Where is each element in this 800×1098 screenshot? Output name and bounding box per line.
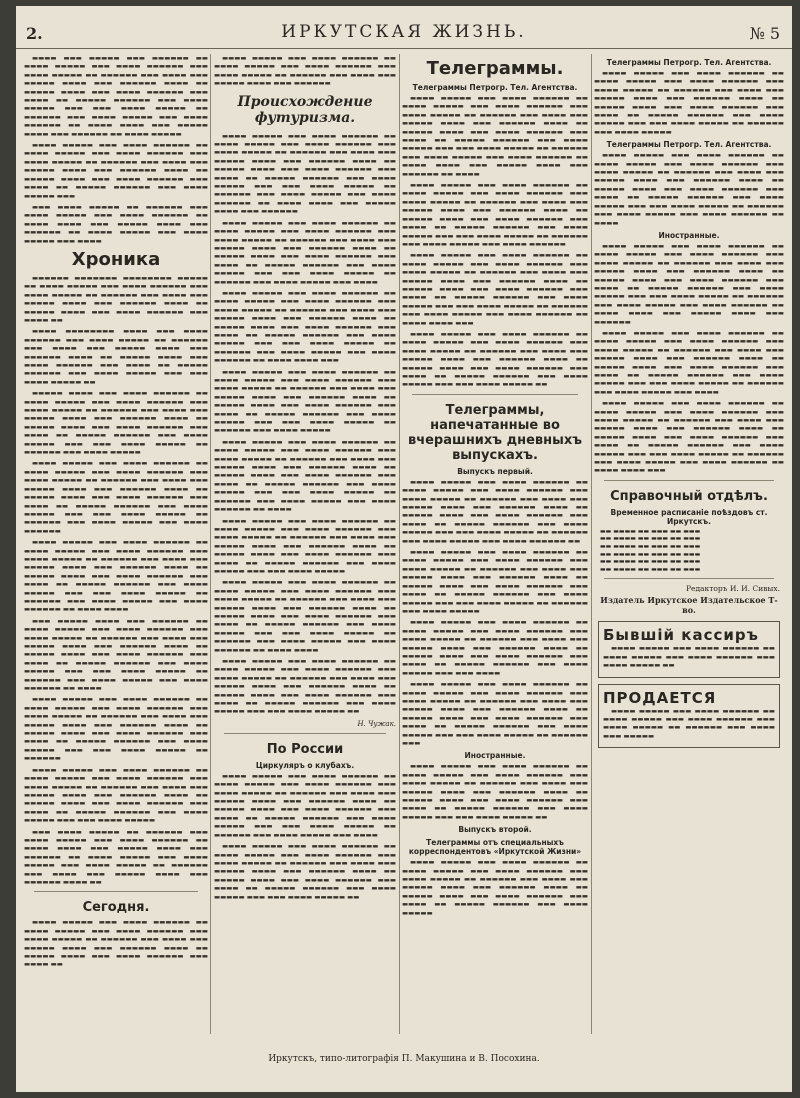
- text-block: ▬▬▬▬ ▬▬▬▬▬ ▬▬▬ ▬▬▬▬ ▬▬▬▬▬▬ ▬▬ ▬▬▬▬ ▬▬▬▬▬ ▬▬▬ ▬▬▬▬ ▬▬▬▬▬▬ ▬▬▬ ▬▬▬▬ ▬▬▬▬▬ ▬▬ ▬▬▬▬▬▬ ▬▬▬ ▬▬▬▬ ▬▬▬ ▬▬▬▬▬ ▬▬▬▬ ▬▬▬ ▬▬▬▬▬▬ ▬▬▬▬ ▬▬ ▬▬▬▬▬ ▬▬▬▬ ▬▬▬ ▬▬▬▬ ▬▬▬▬▬▬ ▬▬▬ ▬▬▬▬ ▬▬ ▬▬▬▬▬ ▬▬▬▬▬▬ ▬▬▬ ▬▬▬▬ ▬▬▬▬▬ ▬▬▬ ▬▬▬ ▬▬▬▬ ▬▬▬▬▬ ▬▬: [402, 329, 588, 389]
- article-author: Н. Чужак.: [357, 719, 396, 728]
- printer-imprint: Иркутскъ, типо-литографія П. Макушина и В. Посохина.: [268, 1054, 540, 1064]
- section-heading-night-telegrams: Телеграммы, напечатанные во вчерашнихъ дневныхъ выпускахъ.: [407, 402, 583, 463]
- article-body: [24, 54, 208, 245]
- chronicle-body: [24, 274, 208, 886]
- text-block: ▬▬▬▬ ▬▬▬▬▬ ▬▬▬ ▬▬▬▬ ▬▬▬▬▬▬ ▬▬ ▬▬▬▬ ▬▬▬▬▬ ▬▬▬ ▬▬▬▬ ▬▬▬▬▬▬ ▬▬▬ ▬▬▬▬ ▬▬▬▬▬ ▬▬ ▬▬▬▬▬▬ ▬▬▬ ▬▬▬▬ ▬▬▬ ▬▬▬▬▬ ▬▬▬▬ ▬▬▬ ▬▬▬▬▬▬ ▬▬▬▬ ▬▬ ▬▬▬▬▬ ▬▬▬▬ ▬▬▬ ▬▬▬▬ ▬▬▬▬▬▬ ▬▬▬ ▬▬▬▬ ▬▬ ▬▬▬▬▬ ▬▬▬▬▬▬ ▬▬▬ ▬▬▬▬ ▬▬▬▬▬ ▬▬▬ ▬▬▬ ▬▬▬▬ ▬▬▬▬▬ ▬▬ ▬▬▬▬▬▬ ▬▬▬: [402, 680, 588, 747]
- text-block: ▬▬▬▬ ▬▬▬▬▬ ▬▬▬ ▬▬▬▬ ▬▬▬▬▬▬ ▬▬ ▬▬▬▬ ▬▬▬▬▬ ▬▬▬ ▬▬▬▬ ▬▬▬▬▬▬ ▬▬▬ ▬▬▬▬ ▬▬▬▬▬ ▬▬ ▬▬▬▬▬▬ ▬▬▬ ▬▬▬▬ ▬▬▬ ▬▬▬▬▬ ▬▬▬▬ ▬▬▬ ▬▬▬▬▬▬ ▬▬▬▬ ▬▬ ▬▬▬▬▬ ▬▬▬▬ ▬▬▬ ▬▬▬▬ ▬▬▬▬▬▬ ▬▬▬ ▬▬▬▬ ▬▬ ▬▬▬▬▬ ▬▬▬▬▬▬ ▬▬▬ ▬▬▬▬ ▬▬▬▬▬ ▬▬▬ ▬▬▬ ▬▬▬▬ ▬▬▬▬▬ ▬▬ ▬▬▬▬▬▬ ▬▬▬ ▬▬▬▬ ▬▬▬▬▬: [214, 367, 396, 435]
- subheading-agency: Телеграммы Петрогр. Тел. Агентства.: [412, 83, 578, 92]
- text-block: ▬▬▬▬ ▬▬▬▬▬ ▬▬▬ ▬▬▬▬ ▬▬▬▬▬▬ ▬▬ ▬▬▬▬ ▬▬▬▬▬ ▬▬▬ ▬▬▬▬ ▬▬▬▬▬▬ ▬▬▬ ▬▬▬▬ ▬▬▬▬▬ ▬▬ ▬▬▬▬▬▬ ▬▬▬ ▬▬▬▬ ▬▬▬ ▬▬▬▬▬ ▬▬▬▬ ▬▬▬ ▬▬▬▬▬▬ ▬▬▬▬ ▬▬ ▬▬▬▬▬ ▬▬▬▬ ▬▬▬ ▬▬▬▬ ▬▬▬▬▬▬ ▬▬▬ ▬▬▬▬ ▬▬ ▬▬▬▬▬ ▬▬▬▬▬▬ ▬▬▬ ▬▬▬▬ ▬▬▬▬▬ ▬▬▬ ▬▬▬ ▬▬▬▬: [402, 618, 588, 677]
- text-block: ▬▬▬▬ ▬▬▬▬▬▬▬▬ ▬▬▬▬ ▬▬▬ ▬▬▬▬ ▬▬▬▬▬▬ ▬▬▬ ▬▬▬▬ ▬▬▬▬▬ ▬▬ ▬▬▬▬▬▬ ▬▬▬ ▬▬▬▬ ▬▬▬ ▬▬▬▬▬ ▬▬▬▬ ▬▬▬ ▬▬▬▬▬▬ ▬▬▬▬ ▬▬ ▬▬▬▬▬ ▬▬▬▬ ▬▬▬ ▬▬▬▬ ▬▬▬▬▬▬ ▬▬▬ ▬▬▬▬ ▬▬ ▬▬▬▬▬ ▬▬▬▬▬▬ ▬▬▬ ▬▬▬▬ ▬▬▬▬▬ ▬▬▬ ▬▬▬ ▬▬▬▬ ▬▬▬▬▬ ▬▬: [24, 327, 208, 386]
- divider: [604, 578, 774, 579]
- timetable-row: ▬▬ ▬▬▬▬ ▬▬ ▬▬▬ ▬▬ ▬▬▬: [600, 565, 701, 573]
- divider: [604, 480, 774, 481]
- text-block: ▬▬▬▬ ▬▬▬▬▬ ▬▬▬ ▬▬▬▬ ▬▬▬▬▬▬ ▬▬ ▬▬▬▬ ▬▬▬▬▬ ▬▬▬ ▬▬▬▬ ▬▬▬▬▬▬ ▬▬▬ ▬▬▬▬ ▬▬▬▬▬ ▬▬ ▬▬▬▬▬▬ ▬▬▬ ▬▬▬▬ ▬▬▬ ▬▬▬▬▬ ▬▬▬▬ ▬▬▬ ▬▬▬▬▬▬ ▬▬▬▬ ▬▬ ▬▬▬▬▬ ▬▬▬▬ ▬▬▬ ▬▬▬▬ ▬▬▬▬▬▬ ▬▬▬ ▬▬▬▬ ▬▬ ▬▬▬▬▬ ▬▬▬▬▬▬ ▬▬▬ ▬▬▬▬ ▬▬▬▬▬ ▬▬▬ ▬▬▬ ▬▬▬▬ ▬▬▬▬▬: [214, 516, 396, 575]
- subheading-foreign: Иностранные.: [658, 230, 720, 240]
- subheading-agency-mid: Телеграммы Петрогр. Тел. Агентства.: [606, 140, 772, 150]
- divider: [34, 891, 198, 892]
- subheading-release-first: Выпускъ первый.: [457, 466, 533, 476]
- text-block: ▬▬▬▬ ▬▬▬▬▬ ▬▬▬ ▬▬▬▬ ▬▬▬▬▬▬ ▬▬ ▬▬▬▬ ▬▬▬▬▬ ▬▬▬ ▬▬▬▬ ▬▬▬▬▬▬ ▬▬▬ ▬▬▬▬ ▬▬▬▬▬ ▬▬ ▬▬▬▬▬▬ ▬▬▬ ▬▬▬▬ ▬▬▬ ▬▬▬▬▬ ▬▬▬▬ ▬▬▬ ▬▬▬▬▬▬ ▬▬▬▬ ▬▬ ▬▬▬▬▬ ▬▬▬▬ ▬▬▬ ▬▬▬▬ ▬▬▬▬▬▬ ▬▬▬ ▬▬▬▬ ▬▬ ▬▬▬▬▬ ▬▬▬▬▬▬ ▬▬▬ ▬▬▬▬ ▬▬▬▬▬ ▬▬▬ ▬▬▬ ▬▬▬▬ ▬▬▬▬▬ ▬▬ ▬▬▬▬▬▬ ▬▬▬ ▬▬▬▬ ▬▬▬▬▬ ▬▬▬ ▬▬▬▬ ▬▬▬▬▬▬ ▬▬ ▬▬▬▬: [594, 151, 784, 227]
- text-block: ▬▬▬▬ ▬▬▬▬▬ ▬▬▬ ▬▬▬▬ ▬▬▬▬▬▬ ▬▬ ▬▬▬▬ ▬▬▬▬▬ ▬▬▬ ▬▬▬▬ ▬▬▬▬▬▬ ▬▬▬ ▬▬▬▬ ▬▬▬▬▬ ▬▬ ▬▬▬▬▬▬ ▬▬▬ ▬▬▬▬ ▬▬▬ ▬▬▬▬▬ ▬▬▬▬ ▬▬▬ ▬▬▬▬▬▬ ▬▬▬▬ ▬▬ ▬▬▬▬▬ ▬▬▬▬ ▬▬▬ ▬▬▬▬ ▬▬▬▬▬▬ ▬▬▬ ▬▬▬▬ ▬▬ ▬▬▬▬▬ ▬▬▬▬▬▬ ▬▬▬ ▬▬▬▬ ▬▬▬▬▬ ▬▬▬ ▬▬▬ ▬▬▬▬ ▬▬▬▬▬ ▬▬ ▬▬▬▬▬▬ ▬▬▬ ▬▬▬▬ ▬▬▬▬▬ ▬▬▬ ▬▬▬▬: [214, 771, 396, 839]
- section-heading-russia: По России: [266, 741, 344, 757]
- subheading-special-correspondents: Телеграммы отъ специальныхъ корреспондентовъ «Иркутской Жизни»: [408, 838, 582, 857]
- text-block: ▬▬▬▬ ▬▬▬▬▬ ▬▬▬ ▬▬▬▬ ▬▬▬▬▬▬ ▬▬ ▬▬▬▬ ▬▬▬▬▬ ▬▬▬ ▬▬▬▬ ▬▬▬▬▬▬ ▬▬▬ ▬▬▬▬ ▬▬▬▬▬ ▬▬ ▬▬▬▬▬▬ ▬▬▬ ▬▬▬▬ ▬▬▬ ▬▬▬▬▬ ▬▬▬▬ ▬▬▬ ▬▬▬▬▬▬ ▬▬▬▬ ▬▬ ▬▬▬▬▬ ▬▬▬▬ ▬▬▬ ▬▬▬▬ ▬▬▬▬▬▬ ▬▬▬ ▬▬▬▬ ▬▬: [24, 918, 208, 969]
- column-3: [402, 54, 588, 1034]
- newspaper-page: [16, 6, 792, 1092]
- text-block: ▬▬▬▬ ▬▬▬▬▬ ▬▬▬ ▬▬▬▬ ▬▬▬▬▬▬ ▬▬ ▬▬▬▬ ▬▬▬▬▬ ▬▬▬ ▬▬▬▬ ▬▬▬▬▬▬ ▬▬▬ ▬▬▬▬ ▬▬▬▬▬ ▬▬ ▬▬▬▬▬▬ ▬▬▬ ▬▬▬▬ ▬▬▬ ▬▬▬▬▬ ▬▬▬▬ ▬▬▬ ▬▬▬▬▬▬ ▬▬▬▬ ▬▬ ▬▬▬▬▬ ▬▬▬▬ ▬▬▬ ▬▬▬▬ ▬▬▬▬▬▬ ▬▬▬ ▬▬▬▬ ▬▬ ▬▬▬▬▬ ▬▬▬▬▬▬ ▬▬▬ ▬▬▬▬ ▬▬▬▬▬ ▬▬▬ ▬▬▬ ▬▬▬▬ ▬▬▬▬▬ ▬▬ ▬▬▬▬▬▬ ▬▬▬ ▬▬▬▬ ▬▬▬▬▬ ▬▬▬ ▬▬▬▬ ▬▬▬▬▬▬: [24, 459, 208, 535]
- page-number-left: 2.: [26, 24, 43, 43]
- column-4: [594, 54, 784, 1034]
- ad-title-cashier: Бывшій кассиръ: [603, 626, 759, 645]
- text-block: ▬▬▬▬ ▬▬▬ ▬▬▬▬▬ ▬▬▬ ▬▬▬▬▬▬ ▬▬ ▬▬▬▬ ▬▬▬▬▬ ▬▬▬ ▬▬▬▬ ▬▬▬▬▬▬ ▬▬▬ ▬▬▬▬ ▬▬▬▬▬ ▬▬ ▬▬▬▬▬▬ ▬▬▬ ▬▬▬▬ ▬▬▬ ▬▬▬▬▬ ▬▬▬▬ ▬▬▬ ▬▬▬▬▬▬ ▬▬▬▬ ▬▬ ▬▬▬▬▬ ▬▬▬▬ ▬▬▬ ▬▬▬▬ ▬▬▬▬▬▬ ▬▬▬ ▬▬▬▬ ▬▬ ▬▬▬▬▬ ▬▬▬▬▬▬ ▬▬▬ ▬▬▬▬ ▬▬▬▬▬ ▬▬▬ ▬▬▬ ▬▬▬▬ ▬▬▬▬▬ ▬▬ ▬▬▬▬▬▬ ▬▬▬ ▬▬▬▬ ▬▬▬▬▬ ▬▬▬ ▬▬▬▬ ▬▬▬▬▬▬ ▬▬ ▬▬▬▬ ▬▬▬▬ ▬▬▬ ▬▬▬▬▬ ▬▬▬▬ ▬▬▬ ▬▬▬▬▬▬ ▬▬ ▬▬▬▬ ▬▬▬▬▬: [24, 54, 208, 138]
- text-block: ▬▬▬▬ ▬▬▬▬▬ ▬▬▬ ▬▬▬▬ ▬▬▬▬▬▬ ▬▬ ▬▬▬▬ ▬▬▬▬▬ ▬▬▬ ▬▬▬▬ ▬▬▬▬▬▬ ▬▬▬ ▬▬▬▬ ▬▬▬▬▬ ▬▬ ▬▬▬▬▬▬ ▬▬▬ ▬▬▬▬ ▬▬▬ ▬▬▬▬▬ ▬▬▬▬ ▬▬▬ ▬▬▬▬▬▬ ▬▬▬▬ ▬▬ ▬▬▬▬▬ ▬▬▬▬ ▬▬▬ ▬▬▬▬ ▬▬▬▬▬▬ ▬▬▬ ▬▬▬▬ ▬▬ ▬▬▬▬▬ ▬▬▬▬▬▬ ▬▬▬ ▬▬▬▬ ▬▬▬▬▬ ▬▬▬ ▬▬▬ ▬▬▬▬ ▬▬▬▬▬ ▬▬ ▬▬▬▬▬▬ ▬▬▬ ▬▬▬▬ ▬▬▬▬▬ ▬▬▬ ▬▬▬▬: [594, 328, 784, 396]
- ad-title-for-sale: ПРОДАЕТСЯ: [603, 688, 717, 707]
- text-block: ▬▬▬▬ ▬▬▬▬▬ ▬▬▬ ▬▬▬▬ ▬▬▬▬▬▬ ▬▬ ▬▬▬▬ ▬▬▬▬▬ ▬▬▬ ▬▬▬▬ ▬▬▬▬▬▬ ▬▬▬ ▬▬▬▬ ▬▬▬▬▬ ▬▬ ▬▬▬▬▬▬ ▬▬▬ ▬▬▬▬ ▬▬▬ ▬▬▬▬▬ ▬▬▬▬ ▬▬▬ ▬▬▬▬▬▬ ▬▬▬▬ ▬▬ ▬▬▬▬▬ ▬▬▬▬ ▬▬▬ ▬▬▬▬ ▬▬▬▬▬▬ ▬▬▬ ▬▬▬▬ ▬▬ ▬▬▬▬▬ ▬▬▬▬▬▬ ▬▬▬ ▬▬▬▬ ▬▬▬▬▬ ▬▬▬ ▬▬▬ ▬▬▬▬ ▬▬▬▬▬ ▬▬ ▬▬▬▬▬▬ ▬▬▬ ▬▬▬▬ ▬▬▬▬▬: [594, 69, 784, 136]
- text-block: ▬▬▬▬ ▬▬▬▬▬ ▬▬▬ ▬▬▬▬ ▬▬▬▬▬▬ ▬▬ ▬▬▬▬ ▬▬▬▬▬ ▬▬▬ ▬▬▬▬ ▬▬▬▬▬▬ ▬▬▬ ▬▬▬▬ ▬▬▬▬▬ ▬▬ ▬▬▬▬▬▬ ▬▬▬ ▬▬▬▬ ▬▬▬ ▬▬▬▬▬: [603, 706, 775, 740]
- text-block: ▬▬▬▬ ▬▬▬▬▬ ▬▬▬ ▬▬▬▬ ▬▬▬▬▬▬ ▬▬ ▬▬▬▬ ▬▬▬▬▬ ▬▬▬ ▬▬▬▬ ▬▬▬▬▬▬ ▬▬▬ ▬▬▬▬ ▬▬▬▬▬ ▬▬ ▬▬▬▬▬▬ ▬▬▬ ▬▬▬▬ ▬▬▬ ▬▬▬▬▬ ▬▬▬▬ ▬▬▬ ▬▬▬▬▬▬ ▬▬▬▬ ▬▬ ▬▬▬▬▬ ▬▬▬▬ ▬▬▬ ▬▬▬▬ ▬▬▬▬▬▬ ▬▬▬ ▬▬▬▬ ▬▬ ▬▬▬▬▬ ▬▬▬▬▬▬ ▬▬▬ ▬▬▬▬ ▬▬▬▬▬ ▬▬▬ ▬▬▬ ▬▬▬▬ ▬▬▬▬▬ ▬▬ ▬▬▬▬▬▬ ▬▬▬ ▬▬▬▬ ▬▬▬▬▬ ▬▬▬ ▬▬▬▬ ▬▬▬▬▬▬ ▬▬ ▬▬▬▬ ▬▬▬▬: [214, 578, 396, 654]
- text-block: ▬▬▬▬▬ ▬▬▬▬ ▬▬▬ ▬▬▬▬ ▬▬▬▬▬▬ ▬▬ ▬▬▬▬ ▬▬▬▬▬ ▬▬▬ ▬▬▬▬ ▬▬▬▬▬▬ ▬▬▬ ▬▬▬▬ ▬▬▬▬▬ ▬▬ ▬▬▬▬▬▬ ▬▬▬ ▬▬▬▬ ▬▬▬ ▬▬▬▬▬ ▬▬▬▬ ▬▬▬ ▬▬▬▬▬▬ ▬▬▬▬ ▬▬ ▬▬▬▬▬ ▬▬▬▬ ▬▬▬ ▬▬▬▬ ▬▬▬▬▬▬ ▬▬▬ ▬▬▬▬ ▬▬ ▬▬▬▬▬ ▬▬▬▬▬▬ ▬▬▬ ▬▬▬▬ ▬▬▬▬▬ ▬▬▬ ▬▬▬ ▬▬▬▬ ▬▬▬▬▬ ▬▬ ▬▬▬▬▬▬ ▬▬▬ ▬▬▬▬ ▬▬▬▬▬: [24, 389, 208, 457]
- text-block: ▬▬▬▬ ▬▬▬▬▬ ▬▬▬ ▬▬▬▬ ▬▬▬▬▬▬ ▬▬ ▬▬▬▬ ▬▬▬▬▬ ▬▬▬ ▬▬▬▬ ▬▬▬▬▬▬ ▬▬▬ ▬▬▬▬ ▬▬▬▬▬ ▬▬ ▬▬▬▬▬▬ ▬▬▬ ▬▬▬▬ ▬▬▬ ▬▬▬▬▬ ▬▬▬▬ ▬▬▬ ▬▬▬▬▬▬ ▬▬▬▬ ▬▬ ▬▬▬▬▬ ▬▬▬▬ ▬▬▬ ▬▬▬▬ ▬▬▬▬▬▬ ▬▬▬ ▬▬▬▬ ▬▬ ▬▬▬▬▬ ▬▬▬▬▬▬ ▬▬▬ ▬▬▬▬ ▬▬▬▬▬ ▬▬▬ ▬▬▬ ▬▬▬▬ ▬▬▬▬▬ ▬▬ ▬▬▬▬▬▬ ▬▬▬ ▬▬▬▬ ▬▬▬▬▬ ▬▬▬ ▬▬▬▬ ▬▬▬▬▬▬ ▬▬ ▬▬▬▬ ▬▬▬▬ ▬▬▬ ▬▬▬▬▬ ▬▬▬▬ ▬▬▬ ▬▬▬▬▬▬ ▬▬ ▬▬▬▬: [402, 94, 588, 178]
- section-heading-today: Сегодня.: [82, 900, 150, 916]
- subheading-release-second: Выпускъ второй.: [458, 825, 532, 835]
- train-timetable: [600, 528, 778, 574]
- subheading-circular: Циркуляръ о клубахъ.: [255, 760, 355, 770]
- timetable-row: ▬▬ ▬▬▬▬ ▬▬ ▬▬▬ ▬▬ ▬▬▬: [600, 527, 701, 535]
- timetable-row: ▬▬ ▬▬▬▬ ▬▬ ▬▬▬ ▬▬ ▬▬▬: [600, 550, 701, 558]
- text-block: ▬▬▬▬ ▬▬▬▬▬ ▬▬▬ ▬▬▬▬ ▬▬▬▬▬▬ ▬▬ ▬▬▬▬ ▬▬▬▬▬ ▬▬▬ ▬▬▬▬ ▬▬▬▬▬▬ ▬▬▬ ▬▬▬▬ ▬▬▬▬▬ ▬▬ ▬▬▬▬▬▬ ▬▬▬ ▬▬▬▬ ▬▬▬ ▬▬▬▬▬ ▬▬▬▬ ▬▬▬ ▬▬▬▬▬▬ ▬▬▬▬ ▬▬ ▬▬▬▬▬ ▬▬▬▬ ▬▬▬ ▬▬▬▬ ▬▬▬▬▬▬ ▬▬▬ ▬▬▬▬ ▬▬ ▬▬▬▬▬ ▬▬▬▬▬▬ ▬▬▬ ▬▬▬▬ ▬▬▬▬▬ ▬▬▬ ▬▬▬ ▬▬▬▬ ▬▬▬▬▬ ▬▬ ▬▬▬▬▬▬ ▬▬▬ ▬▬▬▬ ▬▬▬▬▬ ▬▬▬ ▬▬▬▬ ▬▬▬▬▬▬ ▬▬ ▬▬▬▬ ▬▬▬▬ ▬▬▬ ▬▬▬▬▬ ▬▬▬▬ ▬▬▬ ▬▬▬▬▬▬: [214, 131, 396, 216]
- section-heading-reference: Справочный отдѣлъ.: [610, 488, 768, 504]
- text-block: ▬▬▬▬ ▬▬▬▬▬ ▬▬▬ ▬▬▬▬ ▬▬▬▬▬▬ ▬▬ ▬▬▬▬ ▬▬▬▬▬ ▬▬▬ ▬▬▬▬ ▬▬▬▬▬▬ ▬▬▬ ▬▬▬▬ ▬▬▬▬▬ ▬▬ ▬▬▬▬▬▬ ▬▬▬ ▬▬▬▬ ▬▬▬ ▬▬▬▬▬ ▬▬▬▬ ▬▬▬ ▬▬▬▬▬▬ ▬▬▬▬ ▬▬ ▬▬▬▬▬ ▬▬▬▬ ▬▬▬ ▬▬▬▬ ▬▬▬▬▬▬ ▬▬▬ ▬▬▬▬ ▬▬ ▬▬▬▬▬ ▬▬▬▬▬▬ ▬▬▬ ▬▬▬▬ ▬▬▬▬▬ ▬▬▬ ▬▬▬ ▬▬▬▬ ▬▬▬▬▬ ▬▬ ▬▬▬▬▬▬: [24, 695, 208, 763]
- column-2: [214, 54, 396, 1034]
- text-block: ▬▬▬▬ ▬▬▬▬▬ ▬▬▬ ▬▬▬▬ ▬▬▬▬▬▬ ▬▬ ▬▬▬▬ ▬▬▬▬▬ ▬▬▬ ▬▬▬▬ ▬▬▬▬▬▬ ▬▬▬ ▬▬▬▬ ▬▬▬▬▬ ▬▬ ▬▬▬▬▬▬ ▬▬▬ ▬▬▬▬ ▬▬▬ ▬▬▬▬▬ ▬▬▬▬ ▬▬▬ ▬▬▬▬▬▬ ▬▬▬▬ ▬▬ ▬▬▬▬▬ ▬▬▬▬ ▬▬▬ ▬▬▬▬ ▬▬▬▬▬▬ ▬▬▬ ▬▬▬▬ ▬▬ ▬▬▬▬▬ ▬▬▬▬▬▬ ▬▬▬ ▬▬▬▬ ▬▬▬▬▬ ▬▬▬: [24, 141, 208, 200]
- column-rule: [399, 54, 400, 1034]
- timetable-row: ▬▬ ▬▬▬▬ ▬▬ ▬▬▬ ▬▬ ▬▬▬: [600, 535, 701, 543]
- subheading-foreign: Иностранные.: [464, 751, 526, 761]
- text-block: ▬▬▬▬ ▬▬▬▬▬ ▬▬▬ ▬▬▬▬ ▬▬▬▬▬▬ ▬▬ ▬▬▬▬ ▬▬▬▬▬ ▬▬▬ ▬▬▬▬ ▬▬▬▬▬▬ ▬▬▬ ▬▬▬▬ ▬▬▬▬▬ ▬▬ ▬▬▬▬▬▬ ▬▬▬ ▬▬▬▬ ▬▬▬ ▬▬▬▬▬ ▬▬▬▬ ▬▬▬ ▬▬▬▬▬▬ ▬▬▬▬ ▬▬ ▬▬▬▬▬ ▬▬▬▬ ▬▬▬ ▬▬▬▬ ▬▬▬▬▬▬ ▬▬▬ ▬▬▬▬ ▬▬ ▬▬▬▬▬ ▬▬▬▬▬▬ ▬▬▬ ▬▬▬▬ ▬▬▬▬▬ ▬▬▬ ▬▬▬ ▬▬▬▬ ▬▬▬▬▬ ▬▬ ▬▬▬▬▬▬ ▬▬▬ ▬▬▬▬ ▬▬▬▬▬: [402, 548, 588, 615]
- column-rule: [591, 54, 592, 1034]
- text-block: ▬▬▬▬ ▬▬▬▬▬ ▬▬▬ ▬▬▬▬ ▬▬▬▬▬▬ ▬▬ ▬▬▬▬ ▬▬▬▬▬ ▬▬▬ ▬▬▬▬ ▬▬▬▬▬▬ ▬▬▬ ▬▬▬▬ ▬▬▬▬▬ ▬▬ ▬▬▬▬▬▬ ▬▬▬ ▬▬▬▬ ▬▬▬ ▬▬▬▬▬ ▬▬▬▬ ▬▬▬ ▬▬▬▬▬▬ ▬▬▬▬ ▬▬ ▬▬▬▬▬ ▬▬▬▬ ▬▬▬ ▬▬▬▬ ▬▬▬▬▬▬ ▬▬▬ ▬▬▬▬ ▬▬ ▬▬▬▬▬ ▬▬▬▬▬▬ ▬▬▬ ▬▬▬▬ ▬▬▬▬▬ ▬▬▬ ▬▬▬ ▬▬▬▬ ▬▬▬▬▬ ▬▬ ▬▬▬▬▬▬ ▬▬▬ ▬▬▬▬ ▬▬▬▬▬ ▬▬▬ ▬▬▬▬ ▬▬▬▬▬▬ ▬▬: [402, 477, 588, 545]
- advertisement-for-sale: [598, 684, 780, 749]
- section-heading-chronicle: Хроника: [71, 248, 161, 270]
- publisher-credit: Издатель Иркутское Издательское Т-во.: [600, 595, 778, 616]
- text-block: ▬▬▬▬ ▬▬▬▬▬ ▬▬▬ ▬▬▬▬ ▬▬▬▬▬▬ ▬▬ ▬▬▬▬ ▬▬▬▬▬ ▬▬▬ ▬▬▬▬ ▬▬▬▬▬▬ ▬▬▬ ▬▬▬▬ ▬▬▬▬▬ ▬▬: [603, 644, 775, 670]
- text-block: ▬▬▬ ▬▬▬▬▬ ▬▬▬▬ ▬▬▬ ▬▬▬▬▬▬ ▬▬ ▬▬▬▬ ▬▬▬▬▬ ▬▬▬ ▬▬▬▬ ▬▬▬▬▬▬ ▬▬▬ ▬▬▬▬ ▬▬▬▬▬ ▬▬ ▬▬▬▬▬▬ ▬▬▬ ▬▬▬▬ ▬▬▬ ▬▬▬▬▬ ▬▬▬▬ ▬▬▬ ▬▬▬▬▬▬ ▬▬▬▬ ▬▬ ▬▬▬▬▬ ▬▬▬▬ ▬▬▬ ▬▬▬▬ ▬▬▬▬▬▬ ▬▬▬ ▬▬▬▬ ▬▬ ▬▬▬▬▬ ▬▬▬▬▬▬ ▬▬▬ ▬▬▬▬ ▬▬▬▬▬ ▬▬▬ ▬▬▬ ▬▬▬▬ ▬▬▬▬▬ ▬▬ ▬▬▬▬▬▬ ▬▬▬ ▬▬▬▬ ▬▬▬▬▬ ▬▬▬ ▬▬▬▬ ▬▬▬▬▬▬ ▬▬ ▬▬▬▬: [24, 616, 208, 693]
- timetable-row: ▬▬ ▬▬▬▬ ▬▬ ▬▬▬ ▬▬ ▬▬▬: [600, 558, 701, 566]
- text-block: ▬▬▬▬ ▬▬▬▬▬ ▬▬▬ ▬▬▬▬ ▬▬▬▬▬▬ ▬▬ ▬▬▬▬ ▬▬▬▬▬ ▬▬▬ ▬▬▬▬ ▬▬▬▬▬▬ ▬▬▬ ▬▬▬▬ ▬▬▬▬▬ ▬▬ ▬▬▬▬▬▬ ▬▬▬ ▬▬▬▬ ▬▬▬ ▬▬▬▬▬ ▬▬▬▬ ▬▬▬ ▬▬▬▬▬▬ ▬▬▬▬ ▬▬ ▬▬▬▬▬ ▬▬▬▬ ▬▬▬ ▬▬▬▬ ▬▬▬▬▬▬ ▬▬▬ ▬▬▬▬ ▬▬ ▬▬▬▬▬ ▬▬▬▬▬▬ ▬▬▬ ▬▬▬▬ ▬▬▬▬▬ ▬▬▬ ▬▬▬ ▬▬▬▬ ▬▬▬▬▬ ▬▬ ▬▬▬▬▬▬ ▬▬▬ ▬▬▬▬ ▬▬▬▬▬ ▬▬▬ ▬▬▬▬ ▬▬▬▬▬▬ ▬▬ ▬▬▬▬ ▬▬▬▬: [24, 538, 208, 614]
- text-block: ▬▬▬▬ ▬▬▬▬▬ ▬▬▬ ▬▬▬▬ ▬▬▬▬▬▬ ▬▬ ▬▬▬▬ ▬▬▬▬▬ ▬▬▬ ▬▬▬▬ ▬▬▬▬▬▬ ▬▬▬ ▬▬▬▬ ▬▬▬▬▬ ▬▬ ▬▬▬▬▬▬ ▬▬▬ ▬▬▬▬ ▬▬▬ ▬▬▬▬▬ ▬▬▬▬ ▬▬▬ ▬▬▬▬▬▬ ▬▬▬▬ ▬▬ ▬▬▬▬▬ ▬▬▬▬ ▬▬▬ ▬▬▬▬ ▬▬▬▬▬▬ ▬▬▬ ▬▬▬▬ ▬▬ ▬▬▬▬▬ ▬▬▬▬▬▬ ▬▬▬ ▬▬▬▬ ▬▬▬▬▬ ▬▬▬ ▬▬▬ ▬▬▬▬ ▬▬▬▬▬ ▬▬ ▬▬▬▬▬▬ ▬▬▬ ▬▬▬▬ ▬▬▬▬▬ ▬▬▬ ▬▬▬▬ ▬▬▬▬▬▬ ▬▬ ▬▬▬▬ ▬▬▬▬ ▬▬▬: [594, 399, 784, 475]
- text-block: ▬▬▬▬ ▬▬▬▬▬ ▬▬▬ ▬▬▬▬ ▬▬▬▬▬▬ ▬▬ ▬▬▬▬ ▬▬▬▬▬ ▬▬▬ ▬▬▬▬ ▬▬▬▬▬▬ ▬▬▬ ▬▬▬▬ ▬▬▬▬▬ ▬▬ ▬▬▬▬▬▬ ▬▬▬ ▬▬▬▬ ▬▬▬ ▬▬▬▬▬ ▬▬▬▬ ▬▬▬ ▬▬▬▬▬▬ ▬▬▬▬ ▬▬ ▬▬▬▬▬ ▬▬▬▬ ▬▬▬ ▬▬▬▬ ▬▬▬▬▬▬ ▬▬▬ ▬▬▬▬ ▬▬ ▬▬▬▬▬ ▬▬▬▬▬▬ ▬▬▬ ▬▬▬▬ ▬▬▬▬▬: [402, 858, 588, 917]
- text-block: ▬▬▬▬ ▬▬▬▬▬ ▬▬▬ ▬▬▬▬ ▬▬▬▬▬▬ ▬▬ ▬▬▬▬ ▬▬▬▬▬ ▬▬▬ ▬▬▬▬ ▬▬▬▬▬▬ ▬▬▬ ▬▬▬▬ ▬▬▬▬▬ ▬▬ ▬▬▬▬▬▬ ▬▬▬ ▬▬▬▬ ▬▬▬ ▬▬▬▬▬ ▬▬▬▬ ▬▬▬ ▬▬▬▬▬▬ ▬▬▬▬ ▬▬ ▬▬▬▬▬ ▬▬▬▬ ▬▬▬ ▬▬▬▬ ▬▬▬▬▬▬ ▬▬▬ ▬▬▬▬ ▬▬ ▬▬▬▬▬ ▬▬▬▬▬▬ ▬▬▬ ▬▬▬▬ ▬▬▬▬▬ ▬▬▬ ▬▬▬ ▬▬▬▬ ▬▬▬▬▬: [24, 765, 208, 825]
- text-block: ▬▬▬▬ ▬▬▬▬▬ ▬▬▬ ▬▬▬▬ ▬▬▬▬▬▬ ▬▬ ▬▬▬▬ ▬▬▬▬▬ ▬▬▬ ▬▬▬▬ ▬▬▬▬▬▬ ▬▬▬ ▬▬▬▬ ▬▬▬▬▬ ▬▬ ▬▬▬▬▬▬ ▬▬▬ ▬▬▬▬ ▬▬▬ ▬▬▬▬▬ ▬▬▬▬ ▬▬▬ ▬▬▬▬▬▬ ▬▬▬▬ ▬▬ ▬▬▬▬▬ ▬▬▬▬ ▬▬▬ ▬▬▬▬ ▬▬▬▬▬▬ ▬▬▬ ▬▬▬▬ ▬▬ ▬▬▬▬▬ ▬▬▬▬▬▬ ▬▬▬ ▬▬▬▬ ▬▬▬▬▬ ▬▬▬ ▬▬▬ ▬▬▬▬ ▬▬▬▬▬ ▬▬ ▬▬▬▬▬▬ ▬▬▬ ▬▬▬▬ ▬▬▬▬▬ ▬▬▬ ▬▬▬▬ ▬▬▬▬▬▬ ▬▬ ▬▬▬▬ ▬▬▬▬ ▬▬▬: [214, 288, 396, 365]
- text-block: ▬▬▬▬ ▬▬▬▬▬ ▬▬▬ ▬▬▬▬ ▬▬▬▬▬▬ ▬▬ ▬▬▬▬ ▬▬▬▬▬ ▬▬▬ ▬▬▬▬ ▬▬▬▬▬▬ ▬▬▬ ▬▬▬▬ ▬▬▬▬▬ ▬▬ ▬▬▬▬▬▬ ▬▬▬ ▬▬▬▬ ▬▬▬ ▬▬▬▬▬ ▬▬▬▬ ▬▬▬ ▬▬▬▬▬▬ ▬▬▬▬ ▬▬ ▬▬▬▬▬ ▬▬▬▬ ▬▬▬ ▬▬▬▬ ▬▬▬▬▬▬ ▬▬▬ ▬▬▬▬ ▬▬ ▬▬▬▬▬ ▬▬▬▬▬▬ ▬▬▬ ▬▬▬▬ ▬▬▬▬▬ ▬▬▬ ▬▬▬ ▬▬▬▬ ▬▬▬▬▬ ▬▬ ▬▬▬▬▬▬ ▬▬▬ ▬▬▬▬ ▬▬▬▬▬ ▬▬▬ ▬▬▬▬ ▬▬▬▬▬▬ ▬▬ ▬▬▬▬ ▬▬▬▬ ▬▬▬ ▬▬▬▬▬ ▬▬▬▬ ▬▬▬ ▬▬▬▬▬▬: [594, 241, 784, 326]
- text-block: ▬▬▬ ▬▬▬▬ ▬▬▬▬▬ ▬▬ ▬▬▬▬▬▬ ▬▬▬ ▬▬▬▬ ▬▬▬▬▬ ▬▬▬ ▬▬▬▬ ▬▬▬▬▬▬ ▬▬ ▬▬▬▬ ▬▬▬▬ ▬▬▬ ▬▬▬▬▬ ▬▬▬▬ ▬▬▬ ▬▬▬▬▬▬ ▬▬ ▬▬▬▬ ▬▬▬▬▬ ▬▬▬ ▬▬▬▬ ▬▬▬▬▬ ▬▬▬ ▬▬▬▬: [24, 202, 208, 245]
- text-block: ▬▬▬▬ ▬▬▬▬▬ ▬▬▬ ▬▬▬▬ ▬▬▬▬▬▬ ▬▬ ▬▬▬▬ ▬▬▬▬▬ ▬▬▬ ▬▬▬▬ ▬▬▬▬▬▬ ▬▬▬ ▬▬▬▬ ▬▬▬▬▬ ▬▬ ▬▬▬▬▬▬ ▬▬▬ ▬▬▬▬ ▬▬▬ ▬▬▬▬▬ ▬▬▬▬ ▬▬▬ ▬▬▬▬▬▬ ▬▬▬▬ ▬▬ ▬▬▬▬▬ ▬▬▬▬ ▬▬▬ ▬▬▬▬ ▬▬▬▬▬▬ ▬▬▬ ▬▬▬▬ ▬▬ ▬▬▬▬▬ ▬▬▬▬▬▬ ▬▬▬ ▬▬▬▬ ▬▬▬▬▬ ▬▬▬ ▬▬▬ ▬▬▬▬ ▬▬▬▬▬ ▬▬: [214, 657, 396, 716]
- section-heading-telegrams: Телеграммы.: [426, 58, 564, 79]
- column-1: [24, 54, 208, 1034]
- text-block: ▬▬▬▬ ▬▬▬▬▬ ▬▬▬ ▬▬▬▬ ▬▬▬▬▬▬ ▬▬ ▬▬▬▬ ▬▬▬▬▬ ▬▬▬ ▬▬▬▬ ▬▬▬▬▬▬ ▬▬▬ ▬▬▬▬ ▬▬▬▬▬ ▬▬ ▬▬▬▬▬▬ ▬▬▬ ▬▬▬▬ ▬▬▬ ▬▬▬▬▬ ▬▬▬▬ ▬▬▬ ▬▬▬▬▬▬ ▬▬▬▬ ▬▬ ▬▬▬▬▬ ▬▬▬▬ ▬▬▬ ▬▬▬▬ ▬▬▬▬▬▬ ▬▬▬ ▬▬▬▬ ▬▬ ▬▬▬▬▬ ▬▬▬▬▬▬ ▬▬▬ ▬▬▬▬ ▬▬▬▬▬ ▬▬▬ ▬▬▬ ▬▬▬▬ ▬▬▬▬▬ ▬▬: [402, 762, 588, 821]
- timetable-row: ▬▬ ▬▬▬▬ ▬▬ ▬▬▬ ▬▬ ▬▬▬: [600, 543, 701, 551]
- text-block: ▬▬▬▬▬▬ ▬▬▬▬▬▬▬ ▬▬▬▬▬▬▬▬ ▬▬▬▬▬ ▬▬ ▬▬▬▬ ▬▬▬▬▬ ▬▬▬ ▬▬▬▬ ▬▬▬▬▬▬ ▬▬▬ ▬▬▬▬ ▬▬▬▬▬ ▬▬ ▬▬▬▬▬▬ ▬▬▬ ▬▬▬▬ ▬▬▬ ▬▬▬▬▬ ▬▬▬▬ ▬▬▬ ▬▬▬▬▬▬ ▬▬▬▬ ▬▬ ▬▬▬▬▬ ▬▬▬▬ ▬▬▬ ▬▬▬▬ ▬▬▬▬▬▬ ▬▬▬ ▬▬▬▬ ▬▬: [24, 273, 208, 324]
- column-rule: [210, 54, 211, 1034]
- editor-credit: Редакторъ И. И. Сивых.: [685, 584, 780, 594]
- divider: [224, 733, 386, 734]
- text-block: ▬▬▬▬ ▬▬▬▬▬ ▬▬▬ ▬▬▬▬ ▬▬▬▬▬▬ ▬▬ ▬▬▬▬ ▬▬▬▬▬ ▬▬▬ ▬▬▬▬ ▬▬▬▬▬▬ ▬▬▬ ▬▬▬▬ ▬▬▬▬▬ ▬▬ ▬▬▬▬▬▬ ▬▬▬ ▬▬▬▬ ▬▬▬ ▬▬▬▬▬ ▬▬▬▬ ▬▬▬ ▬▬▬▬▬▬ ▬▬▬▬ ▬▬ ▬▬▬▬▬ ▬▬▬▬ ▬▬▬ ▬▬▬▬ ▬▬▬▬▬▬ ▬▬▬ ▬▬▬▬ ▬▬ ▬▬▬▬▬ ▬▬▬▬▬▬ ▬▬▬ ▬▬▬▬ ▬▬▬▬▬ ▬▬▬ ▬▬▬ ▬▬▬▬ ▬▬▬▬▬ ▬▬ ▬▬▬▬▬▬ ▬▬▬ ▬▬▬▬ ▬▬▬▬▬ ▬▬▬ ▬▬▬▬ ▬▬▬▬▬▬ ▬▬ ▬▬▬▬: [214, 437, 396, 514]
- text-block: ▬▬▬▬ ▬▬▬▬▬ ▬▬▬ ▬▬▬▬ ▬▬▬▬▬▬ ▬▬ ▬▬▬▬ ▬▬▬▬▬ ▬▬▬ ▬▬▬▬ ▬▬▬▬▬▬ ▬▬▬ ▬▬▬▬ ▬▬▬▬▬ ▬▬ ▬▬▬▬▬▬ ▬▬▬ ▬▬▬▬ ▬▬▬ ▬▬▬▬▬ ▬▬▬▬ ▬▬▬ ▬▬▬▬▬▬ ▬▬▬▬ ▬▬ ▬▬▬▬▬ ▬▬▬▬ ▬▬▬ ▬▬▬▬ ▬▬▬▬▬▬ ▬▬▬ ▬▬▬▬ ▬▬ ▬▬▬▬▬ ▬▬▬▬▬▬ ▬▬▬ ▬▬▬▬ ▬▬▬▬▬ ▬▬▬ ▬▬▬ ▬▬▬▬ ▬▬▬▬▬ ▬▬ ▬▬▬▬▬▬ ▬▬▬ ▬▬▬▬ ▬▬▬▬▬ ▬▬▬ ▬▬▬▬ ▬▬▬▬▬▬: [402, 181, 588, 248]
- subheading-train-schedule: Временное расписаніе поѣздовъ ст. Иркутскъ.: [610, 507, 768, 526]
- article-title-futurism: Происхождение футуризма.: [237, 93, 373, 126]
- futurism-article-body: [214, 132, 396, 716]
- masthead: [16, 18, 792, 49]
- text-block: ▬▬▬▬ ▬▬▬▬▬ ▬▬▬ ▬▬▬▬ ▬▬▬▬▬▬ ▬▬ ▬▬▬▬ ▬▬▬▬▬ ▬▬▬ ▬▬▬▬ ▬▬▬▬▬▬ ▬▬▬ ▬▬▬▬ ▬▬▬▬▬ ▬▬ ▬▬▬▬▬▬ ▬▬▬ ▬▬▬▬ ▬▬▬ ▬▬▬▬▬ ▬▬▬▬ ▬▬▬ ▬▬▬▬▬▬: [214, 54, 396, 88]
- divider: [412, 394, 578, 395]
- text-block: ▬▬▬▬ ▬▬▬▬▬ ▬▬▬ ▬▬▬▬ ▬▬▬▬▬▬ ▬▬ ▬▬▬▬ ▬▬▬▬▬ ▬▬▬ ▬▬▬▬ ▬▬▬▬▬▬ ▬▬▬ ▬▬▬▬ ▬▬▬▬▬ ▬▬ ▬▬▬▬▬▬ ▬▬▬ ▬▬▬▬ ▬▬▬ ▬▬▬▬▬ ▬▬▬▬ ▬▬▬ ▬▬▬▬▬▬ ▬▬▬▬ ▬▬ ▬▬▬▬▬ ▬▬▬▬ ▬▬▬ ▬▬▬▬ ▬▬▬▬▬▬ ▬▬▬ ▬▬▬▬ ▬▬ ▬▬▬▬▬ ▬▬▬▬▬▬ ▬▬▬ ▬▬▬▬ ▬▬▬▬▬ ▬▬▬ ▬▬▬ ▬▬▬▬ ▬▬▬▬▬ ▬▬: [214, 842, 396, 901]
- text-block: ▬▬▬ ▬▬▬▬ ▬▬▬▬▬ ▬▬ ▬▬▬▬▬▬ ▬▬▬ ▬▬▬▬ ▬▬▬▬▬ ▬▬▬ ▬▬▬▬ ▬▬▬▬▬▬ ▬▬ ▬▬▬▬ ▬▬▬▬ ▬▬▬ ▬▬▬▬▬ ▬▬▬▬ ▬▬▬ ▬▬▬▬▬▬ ▬▬ ▬▬▬▬ ▬▬▬▬▬ ▬▬▬ ▬▬▬▬ ▬▬▬▬▬ ▬▬▬ ▬▬▬▬ ▬▬▬▬▬ ▬▬ ▬▬▬▬▬▬ ▬▬▬ ▬▬▬▬ ▬▬▬ ▬▬▬▬▬ ▬▬▬▬ ▬▬▬ ▬▬▬▬▬▬ ▬▬▬▬ ▬▬: [24, 827, 208, 886]
- advertisement-cashier: [598, 621, 780, 677]
- subheading-agency-top: Телеграммы Петрогр. Тел. Агентства.: [606, 58, 772, 67]
- issue-number: № 5: [749, 24, 780, 43]
- newspaper-title: ИРКУТСКАЯ ЖИЗНЬ.: [281, 22, 527, 42]
- text-block: ▬▬▬▬ ▬▬▬▬▬ ▬▬▬ ▬▬▬▬ ▬▬▬▬▬▬ ▬▬ ▬▬▬▬ ▬▬▬▬▬ ▬▬▬ ▬▬▬▬ ▬▬▬▬▬▬ ▬▬▬ ▬▬▬▬ ▬▬▬▬▬ ▬▬ ▬▬▬▬▬▬ ▬▬▬ ▬▬▬▬ ▬▬▬ ▬▬▬▬▬ ▬▬▬▬ ▬▬▬ ▬▬▬▬▬▬ ▬▬▬▬ ▬▬ ▬▬▬▬▬ ▬▬▬▬ ▬▬▬ ▬▬▬▬ ▬▬▬▬▬▬ ▬▬▬ ▬▬▬▬ ▬▬ ▬▬▬▬▬ ▬▬▬▬▬▬ ▬▬▬ ▬▬▬▬ ▬▬▬▬▬ ▬▬▬ ▬▬▬ ▬▬▬▬ ▬▬▬▬▬ ▬▬ ▬▬▬▬▬▬ ▬▬▬ ▬▬▬▬ ▬▬▬▬▬ ▬▬▬ ▬▬▬▬: [214, 218, 396, 286]
- text-block: ▬▬▬▬ ▬▬▬▬▬ ▬▬▬ ▬▬▬▬ ▬▬▬▬▬▬ ▬▬ ▬▬▬▬ ▬▬▬▬▬ ▬▬▬ ▬▬▬▬ ▬▬▬▬▬▬ ▬▬▬ ▬▬▬▬ ▬▬▬▬▬ ▬▬ ▬▬▬▬▬▬ ▬▬▬ ▬▬▬▬ ▬▬▬ ▬▬▬▬▬ ▬▬▬▬ ▬▬▬ ▬▬▬▬▬▬ ▬▬▬▬ ▬▬ ▬▬▬▬▬ ▬▬▬▬ ▬▬▬ ▬▬▬▬ ▬▬▬▬▬▬ ▬▬▬ ▬▬▬▬ ▬▬ ▬▬▬▬▬ ▬▬▬▬▬▬ ▬▬▬ ▬▬▬▬ ▬▬▬▬▬ ▬▬▬ ▬▬▬ ▬▬▬▬ ▬▬▬▬▬ ▬▬ ▬▬▬▬▬▬ ▬▬▬ ▬▬▬▬ ▬▬▬▬▬ ▬▬▬ ▬▬▬▬ ▬▬▬▬▬▬ ▬▬ ▬▬▬▬ ▬▬▬▬ ▬▬▬: [402, 251, 588, 327]
